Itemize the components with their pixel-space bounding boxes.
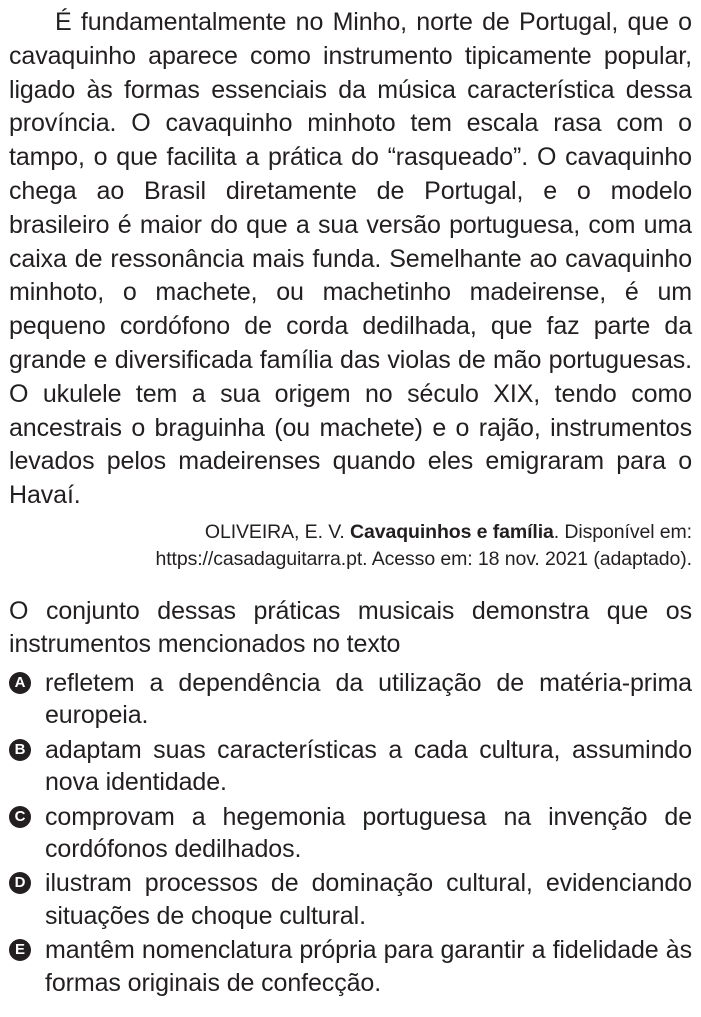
- option-b-text: adaptam suas características a cada cultura, assumindo nova identidade.: [45, 735, 692, 797]
- option-b-letter-badge: B: [9, 739, 31, 761]
- citation-availability: . Disponível em:: [553, 520, 692, 543]
- option-e-text: mantêm nomenclatura própria para garantir a fidelidade às formas originais de confecção.: [45, 936, 692, 997]
- option-c-letter-badge: C: [9, 806, 31, 828]
- option-d[interactable]: [9, 867, 692, 932]
- option-c[interactable]: [9, 801, 692, 866]
- option-a-text: refletem a dependência da utilização de matéria-prima europeia.: [45, 668, 692, 730]
- option-d-text: ilustram processos de dominação cultural, evidenciando situações de choque cultural.: [45, 869, 692, 930]
- option-c-text: comprovam a hegemonia portuguesa na invenção de cordófonos dedilhados.: [45, 802, 692, 863]
- citation-source: https://casadaguitarra.pt. Acesso em: 18 nov. 2021 (adaptado).: [155, 547, 692, 570]
- option-b[interactable]: [9, 734, 692, 799]
- citation: [9, 519, 692, 573]
- citation-author: OLIVEIRA, E. V.: [204, 520, 350, 543]
- option-e[interactable]: [9, 934, 692, 999]
- answer-options: [9, 667, 692, 999]
- citation-work-title: Cavaquinhos e família: [349, 520, 554, 543]
- option-a[interactable]: [9, 667, 692, 732]
- question-stem: O conjunto dessas práticas musicais demonstra que os instrumentos mencionados no texto: [9, 596, 692, 658]
- option-e-letter-badge: E: [9, 939, 31, 961]
- option-a-letter-badge: A: [9, 672, 31, 694]
- passage-text: É fundamentalmente no Minho, norte de Portugal, que o cavaquinho aparece como instrumento tipicamente popular, ligado às formas essenciais da música característica dessa província. O cavaquinho minhoto tem escala rasa com o tampo, o que facilita a prática do “rasqueado”. O cavaquinho chega ao Brasil diretamente de Portugal, e o modelo brasileiro é maior do que a sua versão portuguesa, com uma caixa de ressonância mais funda. Semelhante ao cavaquinho minhoto, o machete, ou machetinho madeirense, é um pequeno cordófono de corda dedilhada, que faz parte da grande e diversificada família das violas de mão portuguesas. O ukulele tem a sua origem no século XIX, tendo como ancestrais o braguinha (ou machete) e o rajão, instrumentos levados pelos madeirenses quando eles emigraram para o Havaí.: [9, 8, 692, 510]
- option-d-letter-badge: D: [9, 872, 31, 894]
